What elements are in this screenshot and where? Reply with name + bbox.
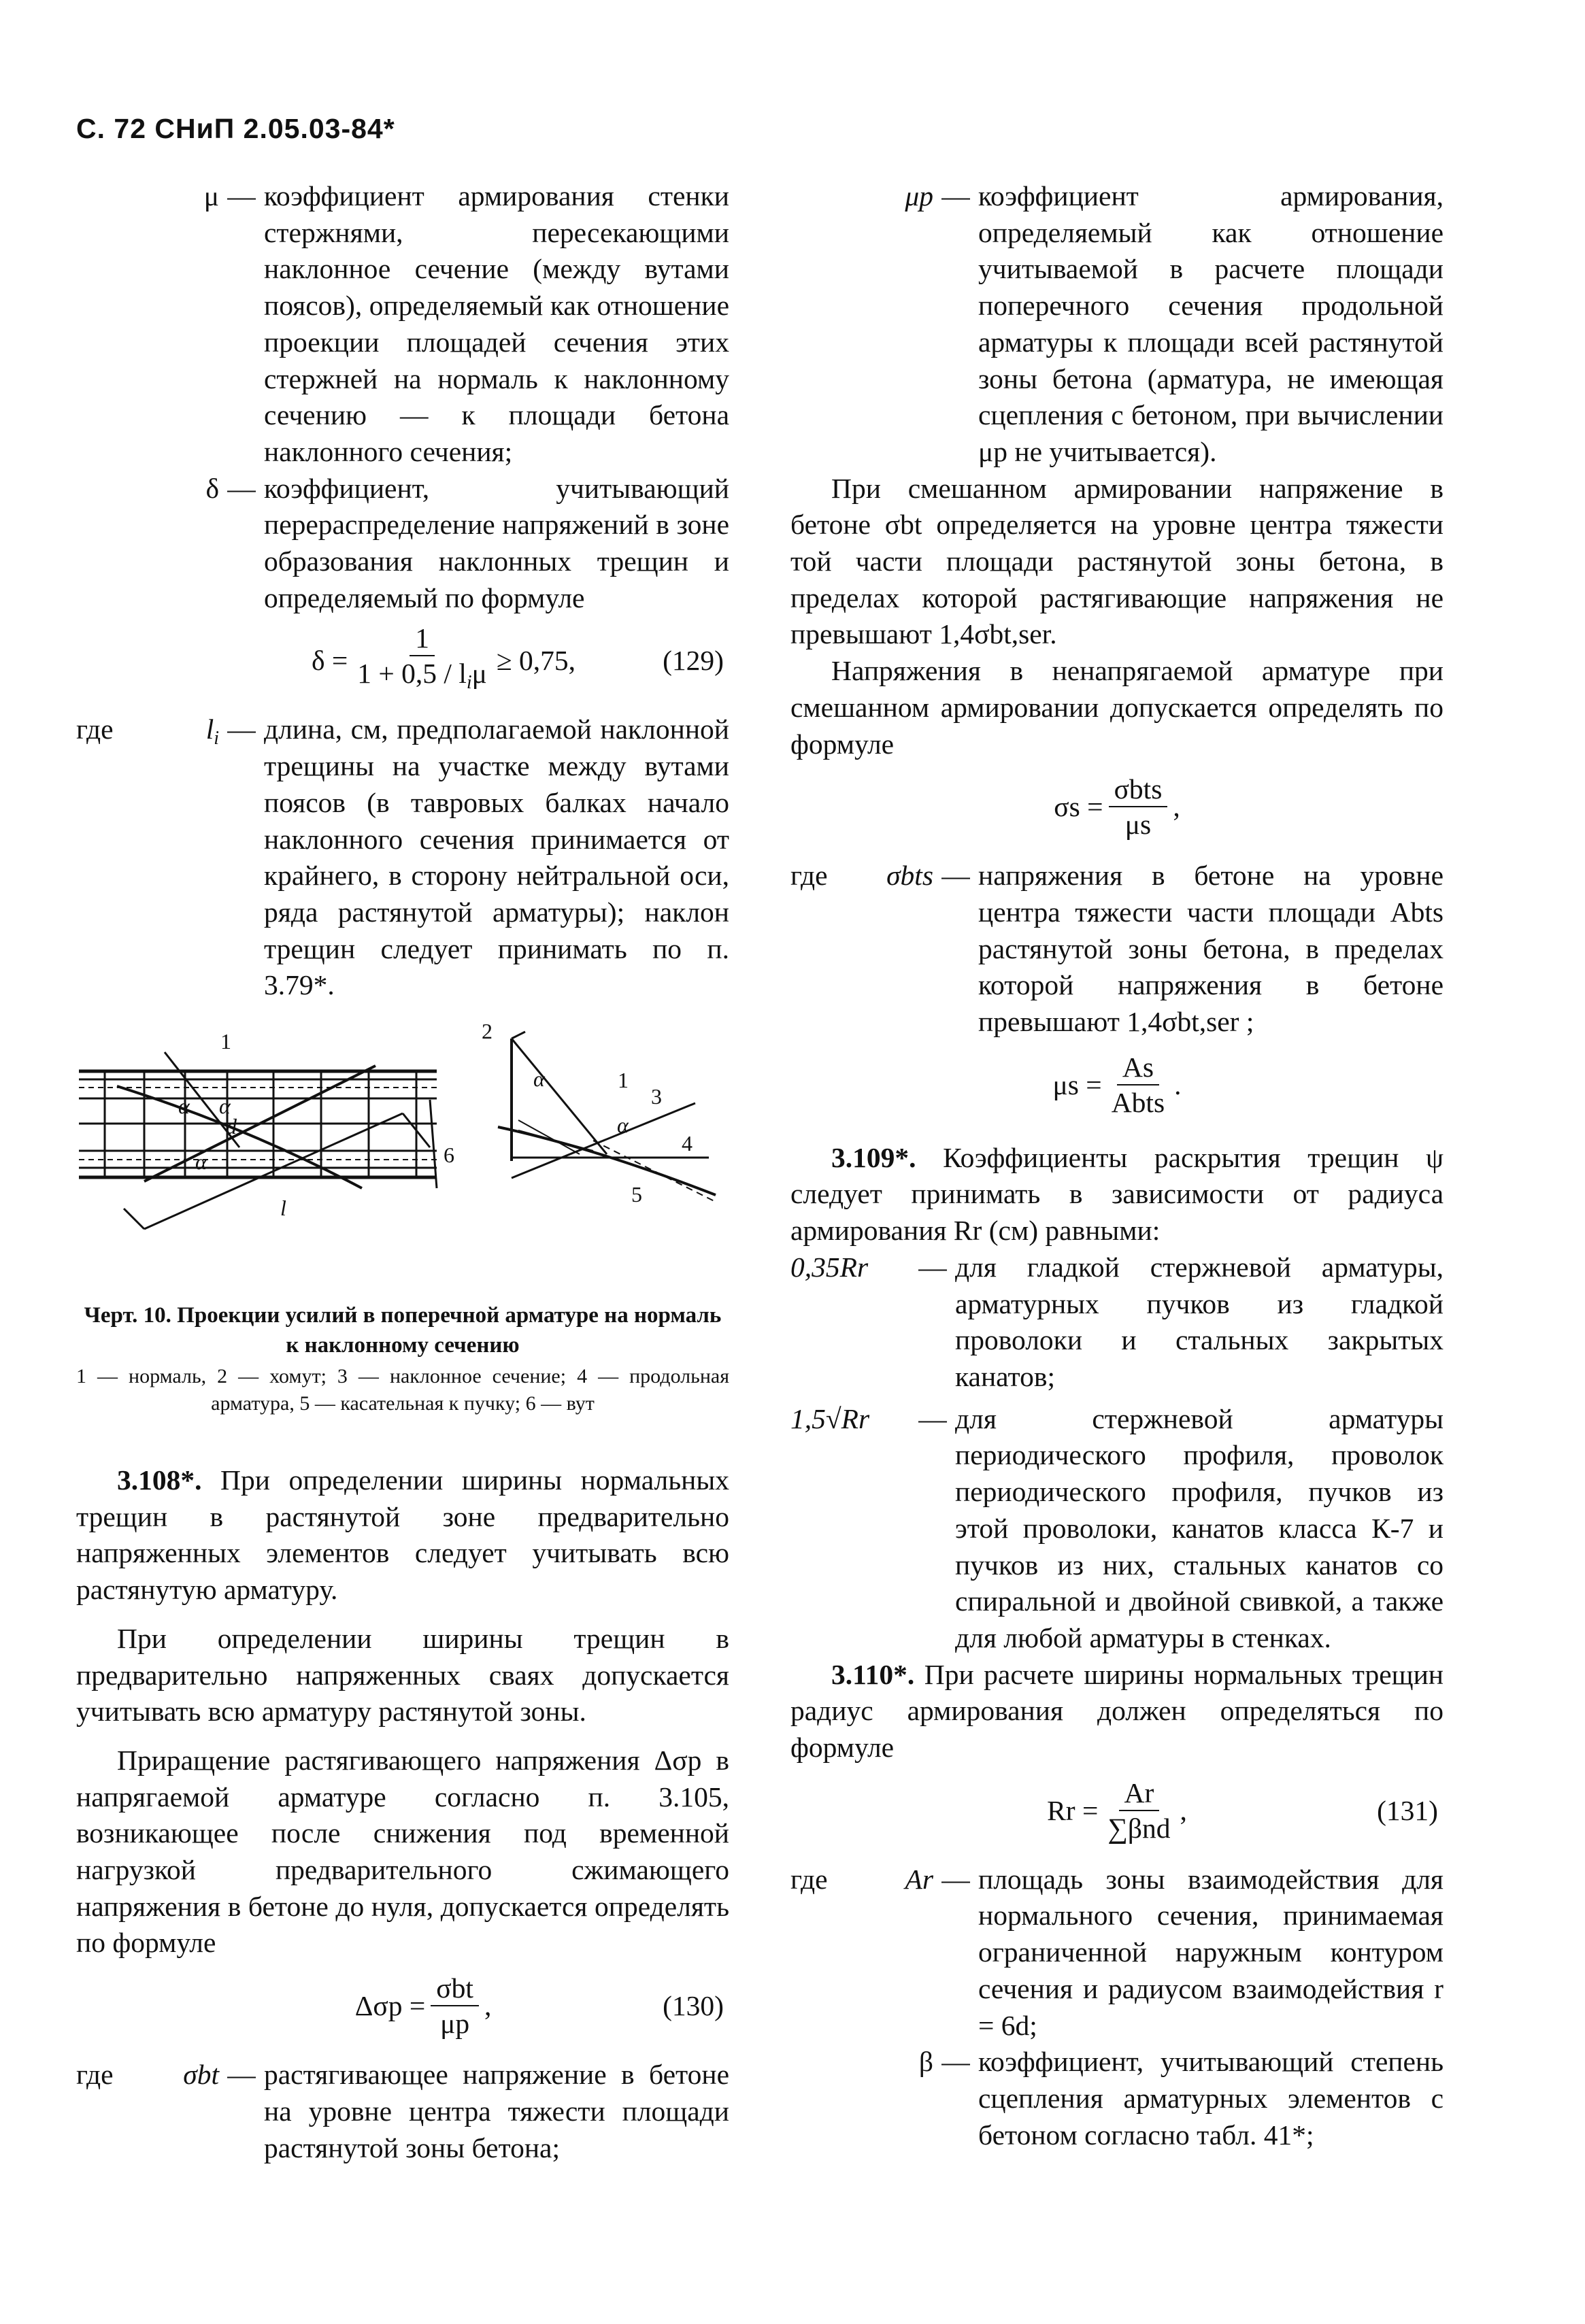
formula-130: Δσp = $\frac{\text{σbt}}{\mu p}$ , (130) [354, 1972, 724, 2040]
fig-label-alpha-1: α [219, 1094, 231, 1118]
definition-mu: μ — коэффициент армирования стенки стержнями, пересекающими наклонное сечение (между вутами поясов), определяемый как отношение проекции площадей сечения этих стержней на нормаль к наклонному сечению — к площади бетона наклонного сечения; [76, 178, 729, 471]
symbol-ar: Ar [905, 1863, 933, 1895]
paragraph-3-110: 3.110*. При расчете ширины нормальных трещин радиус армирования должен определяться по формуле [790, 1658, 1444, 1764]
fig-label-d: d [226, 1114, 237, 1139]
left-column-lower [76, 1462, 729, 2166]
figure-caption-title: Черт. 10. Проекции усилий в поперечной арматуре на нормаль к наклонному сечению [84, 1303, 722, 1358]
right-column [790, 178, 1444, 2153]
definition-text: для гладкой стержневой арматуры, арматурных пучков из гладкой проволоки и стальных закрытых канатов; [955, 1251, 1444, 1392]
formula-mu-s: μs = $\frac{As}{\text{Abts}}$ . [1052, 1051, 1182, 1118]
definition-text: коэффициент, учитывающий перераспределение напряжений в зоне образования наклонных трещин и определяемый по формуле [264, 472, 729, 613]
fig-label-li: l [280, 1196, 286, 1220]
symbol-delta: δ [205, 472, 219, 504]
definition-text: напряжения в бетоне на уровне центра тяжести части площади Abts растянутой зоны бетона, в пределах которой напряжения в бетоне превышают 1,4σbt,ser ; [978, 860, 1444, 1038]
left-column [76, 178, 729, 1004]
definition-text: длина, см, предполагаемой наклонной трещины на участке между вутами поясов (в тавровых балках начало наклонного сечения принимается от крайнего, в сторону нейтральной оси, ряда растянутой арматуры); наклон трещин следует принимать по п. 3.79*. [264, 713, 729, 1001]
fig-label-1: 1 [220, 1029, 231, 1054]
definition-beta: β — коэффициент, учитывающий степень сцепления арматурных элементов с бетоном согласно табл. 41*; [790, 2044, 1444, 2153]
paragraph: Напряжения в ненапрягаемой арматуре при смешанном армировании допускается определять по формуле [790, 655, 1444, 760]
paragraph: При смешанном армировании напряжение в бетоне σbt определяется на уровне центра тяжести той части площади растянутой зоны бетона, в пределах которой растягивающие напряжения не превышают 1,4σbt,ser. [790, 472, 1444, 650]
fig-label-alpha-1b: α [617, 1113, 629, 1137]
symbol-035rr: 0,35Rr [790, 1251, 869, 1283]
definition-text: коэффициент армирования стенки стержнями, пересекающими наклонное сечение (между вутами поясов), определяемый как отношение проекции площадей сечения этих стержней на нормаль к наклонному сечению — к площади бетона наклонного сечения; [264, 180, 729, 467]
fig-label-4: 4 [682, 1131, 693, 1156]
symbol-mu: μ [203, 180, 219, 212]
definition-ar: где Ar — площадь зоны взаимодействия для нормального сечения, принимаемая ограниченной наружным контуром сечения и радиусом взаимодействия r = 6d; [790, 1862, 1444, 2044]
fig-label-alpha-w: α [178, 1094, 190, 1118]
symbol-mu-p: μp [905, 180, 933, 212]
definition-text: коэффициент армирования, определяемый как отношение учитываемой в расчете площади поперечного сечения продольной арматуры к площади всей растянутой зоны бетона (арматура, не имеющая сцепления с бетоном, при вычислении μp не учитывается). [978, 180, 1444, 467]
fig-label-3: 3 [651, 1084, 662, 1109]
symbol-beta: β [918, 2046, 933, 2078]
paragraph-3-108: 3.108*. При определении ширины нормальных трещин в растянутой зоне предварительно напряженных элементов следует учитывать всю растянутую арматуру. [76, 1464, 729, 1606]
symbol-li: $l_i$ [205, 713, 219, 750]
definition-li: где $l_i$ — длина, см, предполагаемой наклонной трещины на участке между вутами поясов (в тавровых балках начало наклонного сечения принимается от крайнего, в сторону нейтральной оси, ряда растянутой арматуры); наклон трещин следует принимать по п. 3.79*. [76, 711, 729, 1004]
fig-label-alpha: α [195, 1149, 207, 1174]
symbol-sigma-bt: σbt [183, 2059, 219, 2091]
definition-mu-p: μp — коэффициент армирования, определяемый как отношение учитываемой в расчете площади поперечного сечения продольной арматуры к площади всей растянутой зоны бетона (арматура, не имеющая сцепления с бетоном, при вычислении μp не учитывается). [790, 178, 1444, 471]
paragraph-3-109: 3.109*. Коэффициенты раскрытия трещин ψ следует принимать в зависимости от радиуса армирования Rr (см) равными: [790, 1141, 1444, 1247]
formula-number: (131) [1377, 1794, 1438, 1826]
definition-text: растягивающее напряжение в бетоне на уровне центра тяжести площади растянутой зоны бетона; [264, 2059, 729, 2163]
paragraph: При определении ширины трещин в предварительно напряженных сваях допускается учитывать всю арматуру растянутой зоны. [76, 1622, 729, 1728]
formula-sigma-s: σs = $\frac{\text{σbts}}{\mu s}$ , [1054, 773, 1180, 841]
definition-sigma-bt: где σbt — растягивающее напряжение в бетоне на уровне центра тяжести площади растянутой зоны бетона; [76, 2057, 729, 2166]
formula-129: δ = $\frac{1}{1 + 0,5 / l_i\mu}$ ≥ 0,75, (129) [311, 622, 724, 694]
paragraph: Приращение растягивающего напряжения Δσp в напрягаемой арматуре согласно п. 3.105, возникающее после снижения под временной нагрузкой предварительного сжимающего напряжения в бетоне до нуля, допускается определять по формуле [76, 1744, 729, 1959]
figure-caption-legend: 1 — нормаль, 2 — хомут; 3 — наклонное сечение; 4 — продольная арматура, 5 — касательная к пучку; 6 — вут [76, 1365, 729, 1415]
fig-label-6: 6 [444, 1143, 454, 1167]
fig-label-2: 2 [482, 1019, 493, 1043]
symbol-15rr: 1,5√Rr [790, 1402, 870, 1434]
formula-number: (130) [663, 1990, 724, 2022]
definition-text: площадь зоны взаимодействия для нормального сечения, принимаемая ограниченной наружным контуром сечения и радиусом взаимодействия r = 6d; [978, 1863, 1444, 2041]
formula-131: Rr = $\frac{Ar}{\text{∑βnd}}$ , (131) [1047, 1776, 1438, 1844]
definition-sigma-bts: где σbts — напряжения в бетоне на уровне центра тяжести части площади Abts растянутой зоны бетона, в пределах которой напряжения в бетоне превышают 1,4σbt,ser ; [790, 858, 1444, 1041]
definition-035-rr: 0,35Rr — для гладкой стержневой арматуры, арматурных пучков из гладкой проволоки и стальных закрытых канатов; [790, 1249, 1444, 1396]
fig-label-1b: 1 [618, 1068, 629, 1092]
definition-text: для стержневой арматуры периодического профиля, проволок периодического профиля, пучков из этой проволоки, канатов класса К-7 и пучков из них, стальных канатов со спиральной и двойной свивкой, а также для любой арматуры в стенках. [955, 1402, 1444, 1653]
page-header: С. 72 СНиП 2.05.03-84* [76, 113, 395, 144]
formula-number: (129) [663, 645, 724, 677]
fig-label-alpha-w2: α [533, 1066, 545, 1091]
definition-15-rr: 1,5√Rr — для стержневой арматуры периодического профиля, проволок периодического профиля, пучков из этой проволоки, канатов класса К-7 и пучков из них, стальных канатов со спиральной и двойной свивкой, а также для любой арматуры в стенках. [790, 1401, 1444, 1657]
fig-label-5: 5 [631, 1182, 642, 1207]
figure-drawing-10 [76, 1011, 729, 1283]
symbol-sigma-bts: σbts [886, 860, 933, 892]
definition-text: коэффициент, учитывающий степень сцепления арматурных элементов с бетоном согласно табл. 41*; [978, 2046, 1444, 2151]
definition-delta: δ — коэффициент, учитывающий перераспределение напряжений в зоне образования наклонных трещин и определяемый по формуле [76, 471, 729, 617]
